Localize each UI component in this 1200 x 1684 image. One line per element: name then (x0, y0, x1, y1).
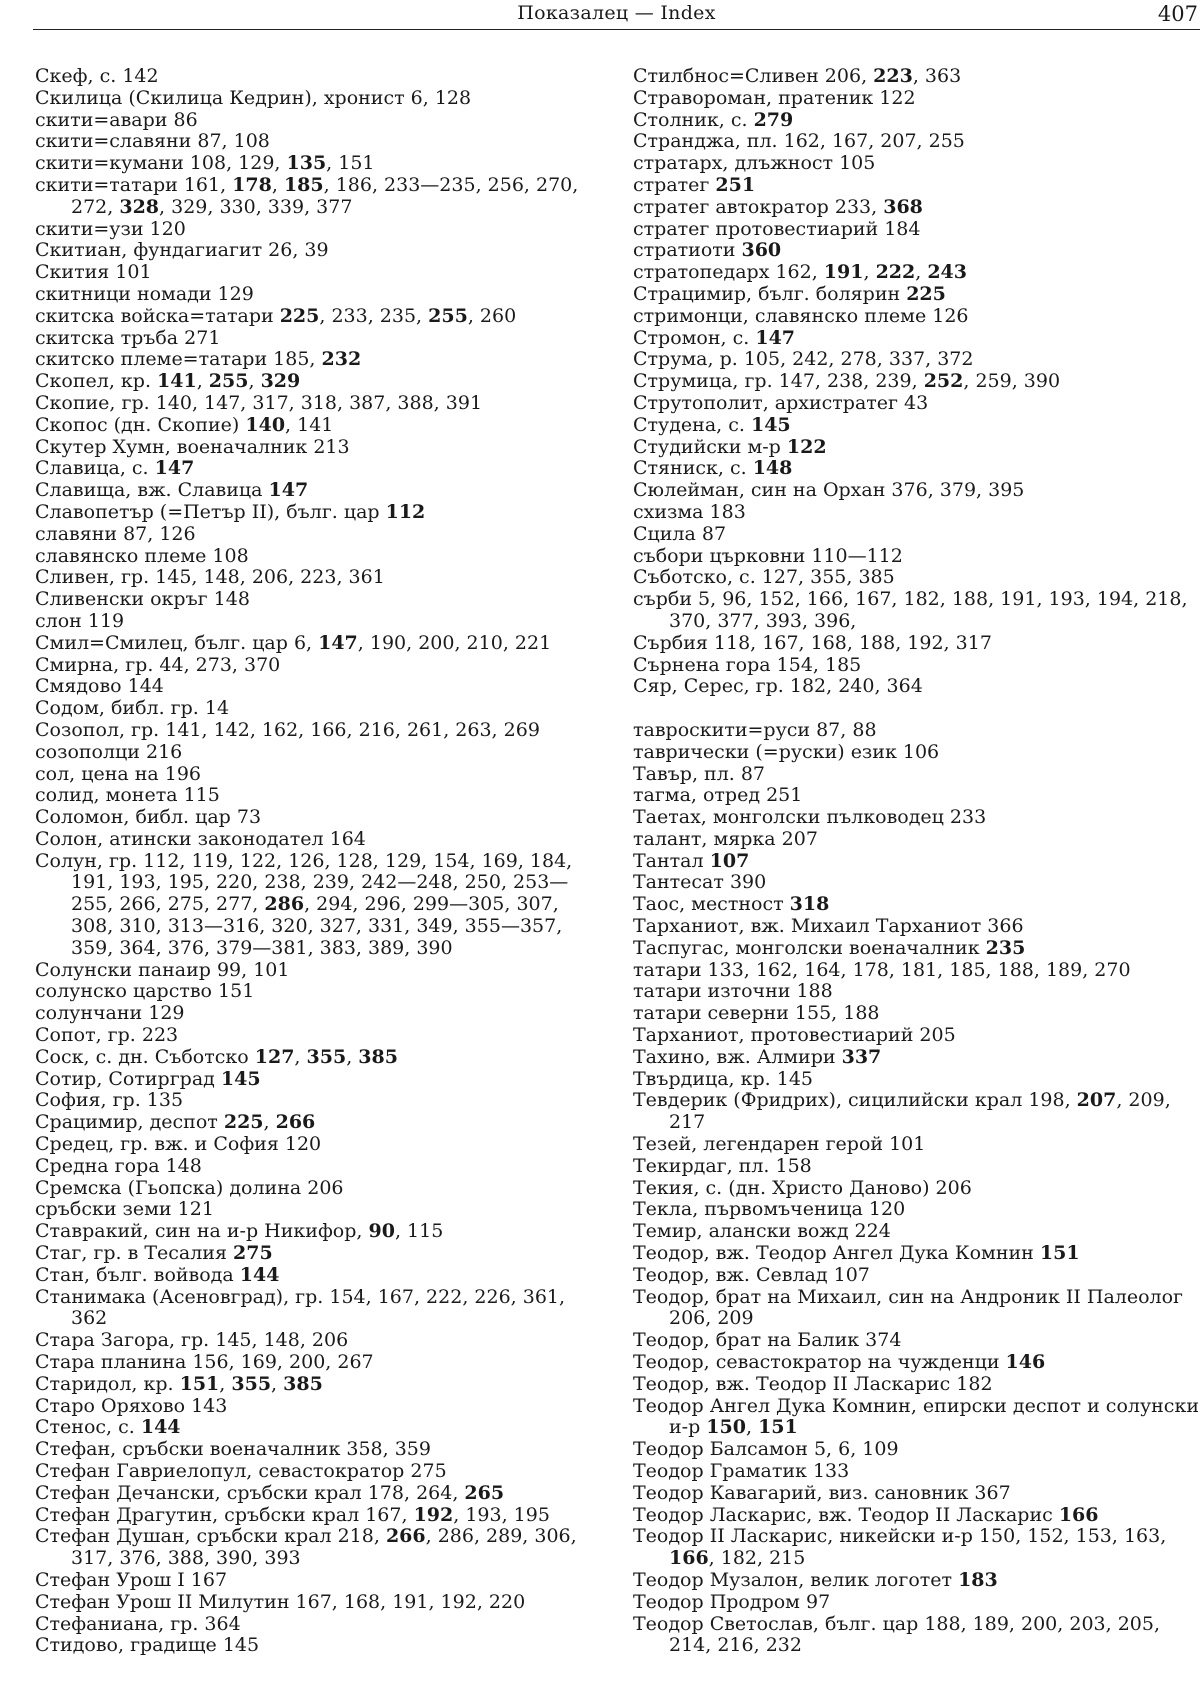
index-entry: Стефаниана, гр. 364 (35, 1612, 241, 1635)
index-entry: Стара планина 156, 169, 200, 267 (35, 1351, 374, 1374)
index-entry: тагма, отред 251 (633, 784, 803, 807)
index-entry: Странджа, пл. 162, 167, 207, 255 (633, 130, 965, 153)
index-entry: Срацимир, деспот 225, 266 (35, 1111, 316, 1134)
index-entry: татари 133, 162, 164, 178, 181, 185, 188, 189, 270 (633, 958, 1131, 981)
index-entry: Сцила 87 (633, 522, 727, 545)
index-entry: скитска тръба 271 (35, 326, 221, 349)
page-number: 407 (1157, 2, 1198, 26)
index-entry: скити=узи 120 (35, 217, 186, 240)
index-entry: Стефан Драгутин, сръбски крал 167, 192, 193, 195 (35, 1503, 550, 1526)
index-entry: Струмица, гр. 147, 238, 239, 252, 259, 390 (633, 370, 1061, 393)
index-entry: Соск, с. дн. Съботско 127, 355, 385 (35, 1045, 398, 1068)
index-entry: Сливенски окръг 148 (35, 588, 250, 611)
index-entry: Студийски м-р 122 (633, 435, 827, 458)
index-entry: Текия, с. (дн. Христо Даново) 206 (633, 1176, 972, 1199)
index-entry: Сотир, Сотирград 145 (35, 1067, 261, 1090)
index-entry: Стефан Дечански, сръбски крал 178, 264, 265 (35, 1481, 505, 1504)
index-entry: солунчани 129 (35, 1002, 185, 1025)
index-entry: Текла, първомъченица 120 (633, 1198, 906, 1221)
index-entry: Теодор, севастократор на чужденци 146 (633, 1351, 1046, 1374)
index-entry: Стефан Гавриелопул, севастократор 275 (35, 1460, 447, 1482)
index-entry: Солунски панаир 99, 101 (35, 958, 290, 981)
index-entry: Смил=Смилец, бълг. цар 6, 147, 190, 200, 210, 221 (35, 631, 552, 654)
index-entry: Теодор, вж. Теодор II Ласкарис 182 (633, 1372, 993, 1395)
index-entry: сръбски земи 121 (35, 1198, 214, 1221)
index-entry: Таос, местност 318 (633, 893, 830, 916)
index-entry: Таспугас, монголски военачалник 235 (633, 936, 1026, 959)
index-entry: Теодор II Ласкарис, никейски и-р 150, 152, 153, 163, 166, 182, 215 (633, 1525, 1167, 1570)
index-entry: созополци 216 (35, 740, 183, 763)
index-entry: скити=кумани 108, 129, 135, 151 (35, 152, 375, 175)
index-column-left (35, 66, 595, 1657)
index-entry: Славища, вж. Славица 147 (35, 479, 309, 502)
index-entry: Соломон, библ. цар 73 (35, 806, 262, 829)
running-title: Показалец — Index (517, 2, 716, 24)
index-entry: Сюлейман, син на Орхан 376, 379, 395 (633, 479, 1025, 502)
index-entry: Текирдаг, пл. 158 (633, 1154, 812, 1177)
index-entry: стратег автократор 233, 368 (633, 195, 923, 218)
index-entry: Темир, алански вожд 224 (633, 1220, 891, 1243)
index-entry: Скитиан, фундагиагит 26, 39 (35, 239, 329, 262)
header-rule (33, 29, 1200, 30)
index-entry: Стенос, с. 144 (35, 1416, 181, 1439)
index-entry: Стравороман, пратеник 122 (633, 86, 916, 109)
index-entry: Таетах, монголски пълководец 233 (633, 806, 987, 829)
index-entry: Теодор Ангел Дука Комнин, епирски деспот и солунски и-р 150, 151 (633, 1394, 1199, 1439)
index-entry: скитско племе=татари 185, 232 (35, 348, 362, 371)
index-entry: Содом, библ. гр. 14 (35, 697, 230, 720)
index-entry: Сърнена гора 154, 185 (633, 653, 862, 676)
index-entry: Теодор, брат на Михаил, син на Андроник II Палеолог 206, 209 (633, 1285, 1184, 1330)
index-entry: Студена, с. 145 (633, 413, 791, 436)
index-entry: Сърбия 118, 167, 168, 188, 192, 317 (633, 631, 992, 654)
index-entry: Старидол, кр. 151, 355, 385 (35, 1372, 323, 1395)
index-entry: Теодор Музалон, велик логотет 183 (633, 1568, 998, 1591)
index-entry: Стидово, градище 145 (35, 1634, 260, 1657)
index-entry: Струма, р. 105, 242, 278, 337, 372 (633, 348, 974, 371)
index-entry: Тантесат 390 (633, 871, 767, 894)
index-entry: скити=славяни 87, 108 (35, 130, 270, 153)
index-entry: стратиоти 360 (633, 239, 782, 262)
index-entry: Славопетър (=Петър II), бълг. цар 112 (35, 500, 426, 523)
index-entry: Теодор Ласкарис, вж. Теодор II Ласкарис 166 (633, 1503, 1099, 1526)
index-entry: Теодор Кавагарий, виз. сановник 367 (633, 1481, 1011, 1504)
index-entry: Стара Загора, гр. 145, 148, 206 (35, 1329, 349, 1352)
index-entry: схизма 183 (633, 500, 746, 523)
index-entry: солид, монета 115 (35, 784, 220, 807)
index-entry: Скопие, гр. 140, 147, 317, 318, 387, 388, 391 (35, 391, 483, 414)
index-entry: Стилбнос=Сливен 206, 223, 363 (633, 65, 962, 87)
index-entry: Страцимир, бълг. болярин 225 (633, 282, 946, 305)
index-entry: сърби 5, 96, 152, 166, 167, 182, 188, 191, 193, 194, 218, 370, 377, 393, 396, (633, 588, 1188, 632)
index-entry: татари източни 188 (633, 980, 833, 1003)
index-entry: събори църковни 110—112 (633, 544, 903, 567)
index-entry: Сяр, Серес, гр. 182, 240, 364 (633, 675, 923, 698)
index-entry: солунско царство 151 (35, 980, 255, 1003)
index-entry: Теодор Продром 97 (633, 1590, 831, 1613)
index-entry: татари северни 155, 188 (633, 1002, 880, 1025)
index-entry: Скития 101 (35, 261, 152, 284)
index-entry: Тезей, легендарен герой 101 (633, 1133, 926, 1156)
index-entry: Струтополит, архистратег 43 (633, 391, 929, 414)
index-entry: Стяниск, с. 148 (633, 457, 793, 480)
index-entry: Солун, гр. 112, 119, 122, 126, 128, 129, 154, 169, 184, 191, 193, 195, 220, 238, 239, 242—248, 250, 253—255, 266, 275, 277, 286, 294, 296, 299—305, 307, 308, 310, 313—316, 320, 327, 331, 349, 355—357, 359, 364, 376, 379—381, 383, 389, 390 (35, 849, 573, 959)
index-entry: Смядово 144 (35, 675, 164, 698)
index-entry: стратарх, длъжност 105 (633, 152, 876, 175)
index-entry: славяни 87, 126 (35, 522, 196, 545)
index-entry: Тарханиот, протовестиарий 205 (633, 1024, 956, 1047)
index-entry: тавроскити=руси 87, 88 (633, 718, 877, 741)
index-entry: Славица, с. 147 (35, 457, 195, 480)
index-entry: Тевдерик (Фридрих), сицилийски крал 198, 207, 209, 217 (633, 1089, 1171, 1134)
index-entry: Теодор Светослав, бълг. цар 188, 189, 200, 203, 205, 214, 216, 232 (633, 1612, 1160, 1657)
index-entry: Сремска (Гьопска) долина 206 (35, 1176, 344, 1199)
index-entry: Скутер Хумн, военачалник 213 (35, 435, 350, 458)
index-entry: таврически (=руски) език 106 (633, 740, 940, 763)
index-entry: София, гр. 135 (35, 1089, 184, 1112)
index-entry: стримонци, славянско племе 126 (633, 304, 969, 327)
index-entry: Тантал 107 (633, 849, 750, 872)
index-entry: скитска войска=татари 225, 233, 235, 255, 260 (35, 304, 517, 327)
index-entry: Твърдица, кр. 145 (633, 1067, 813, 1090)
index-entry: Съботско, с. 127, 355, 385 (633, 566, 895, 589)
index-entry: Солон, атински законодател 164 (35, 827, 366, 850)
index-entry: Скопел, кр. 141, 255, 329 (35, 370, 301, 393)
index-entry: Стефан, сръбски военачалник 358, 359 (35, 1438, 431, 1461)
index-entry: Станимака (Асеновград), гр. 154, 167, 222, 226, 361, 362 (35, 1285, 566, 1330)
index-entry: скитници номади 129 (35, 282, 254, 305)
index-entry: Скопос (дн. Скопие) 140, 141 (35, 413, 334, 436)
index-entry: Столник, с. 279 (633, 108, 794, 131)
index-column-right (633, 66, 1200, 1657)
index-entry: скити=авари 86 (35, 108, 198, 131)
index-entry: Старо Оряхово 143 (35, 1394, 228, 1417)
index-entry: Тавър, пл. 87 (633, 762, 766, 785)
index-entry: Стефан Урош II Милутин 167, 168, 191, 192, 220 (35, 1590, 526, 1613)
index-entry: талант, мярка 207 (633, 827, 818, 850)
index-entry: Стефан Душан, сръбски крал 218, 266, 286, 289, 306, 317, 376, 388, 390, 393 (35, 1525, 577, 1570)
index-entry: слон 119 (35, 609, 125, 632)
index-entry: Сливен, гр. 145, 148, 206, 223, 361 (35, 566, 385, 589)
index-entry: Скеф, с. 142 (35, 65, 159, 87)
index-entry: Стромон, с. 147 (633, 326, 796, 349)
index-entry: скити=татари 161, 178, 185, 186, 233—235, 256, 270, 272, 328, 329, 330, 339, 377 (35, 173, 579, 218)
index-entry: Созопол, гр. 141, 142, 162, 166, 216, 261, 263, 269 (35, 718, 540, 741)
index-entry: стратег 251 (633, 173, 756, 196)
index-entry: Скилица (Скилица Кедрин), хронист 6, 128 (35, 86, 472, 109)
index-entry: Теодор Граматик 133 (633, 1460, 850, 1482)
index-entry: сол, цена на 196 (35, 762, 202, 785)
index-entry: Стаг, гр. в Тесалия 275 (35, 1242, 273, 1265)
index-entry: Стан, бълг. войвода 144 (35, 1263, 280, 1286)
index-entry: Тахино, вж. Алмири 337 (633, 1045, 882, 1068)
index-entry: славянско племе 108 (35, 544, 249, 567)
index-entry: Ставракий, син на и-р Никифор, 90, 115 (35, 1220, 444, 1243)
index-entry: Теодор, вж. Севлад 107 (633, 1263, 870, 1286)
index-entry: Стефан Урош I 167 (35, 1568, 228, 1591)
index-entry: стратопедарх 162, 191, 222, 243 (633, 261, 967, 284)
index-entry: Сопот, гр. 223 (35, 1024, 179, 1047)
index-entry: Средна гора 148 (35, 1154, 202, 1177)
index-entry: Теодор Балсамон 5, 6, 109 (633, 1438, 899, 1461)
index-entry: Теодор, брат на Балик 374 (633, 1329, 902, 1352)
index-entry: Смирна, гр. 44, 273, 370 (35, 653, 281, 676)
index-entry: Средец, гр. вж. и София 120 (35, 1133, 322, 1156)
index-entry: Тарханиот, вж. Михаил Тарханиот 366 (633, 915, 1024, 938)
index-entry: стратег протовестиарий 184 (633, 217, 921, 240)
index-entry: Теодор, вж. Теодор Ангел Дука Комнин 151 (633, 1242, 1080, 1265)
running-header (33, 0, 1200, 30)
